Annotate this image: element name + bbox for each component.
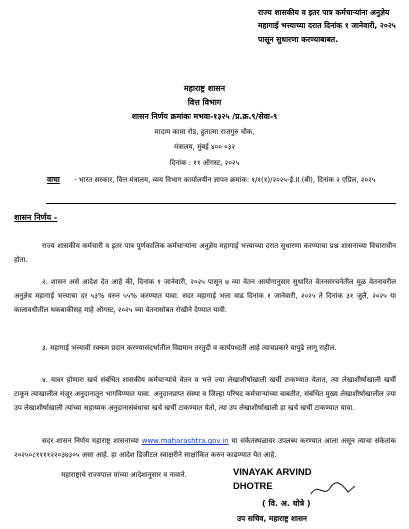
address-line-2: मंत्रालय, मुंबई ४०० ०३२ <box>173 143 236 151</box>
department-heading: वित्त विभाग <box>187 98 222 107</box>
paragraph-5-text-end: या संकेतस्थळावर उपलब्ध करण्यात आला असून त्याचा संकेतांक २०२५०८११११२२०३७३०५ असा आहे. हा आदेश डिजीटल स्वाक्षरीने साक्षांकित करुन काढण्यात येत आहे. <box>14 437 396 460</box>
signatory-initials: ( वि. अ. धोत्रे ) <box>262 499 311 508</box>
reference-label: वाचा <box>47 175 60 184</box>
divider-line <box>46 203 396 204</box>
signature-name-line-2: DHOTRE <box>233 480 273 491</box>
resolution-date: दिनांक : ११ ऑगस्ट, २०२५ <box>169 159 240 167</box>
decision-heading: शासन निर्णय - <box>14 213 58 222</box>
signatory-designation: उप सचिव, महाराष्ट्र शासन <box>237 514 308 523</box>
digital-signature-name <box>233 465 312 493</box>
closing-line: महाराष्ट्राचे राज्यपाल यांच्या आदेशानुसार व नावाने. <box>61 471 187 479</box>
handwritten-signature-mark <box>308 480 358 500</box>
paragraph-2: २. शासन असे आदेश देत आहे की, दिनांक १ जानेवारी, २०२५ पासून ७ व्या वेतन आयोगानुसार सुधारित वेतनसंरचनेतील मूळ वेतनावरील अनुज्ञेय महागाई भत्त्याचा दर ५३% वरुन ५५% करण्यात यावा. सदर महागाई भत्ता वाढ दिनांक १ जानेवारी, २०२५ ते दिनांक ३१ जुलै, २०२५ या कालावधीतील थकबाकीसह माहे ऑगस्ट, २०२५ च्या वेतनासोबत रोखीने देण्यात यावी. <box>14 278 396 315</box>
paragraph-3: ३. महागाई भत्त्यावी रक्कम प्रदान करण्यासंदर्भातील विद्यमान तरतुदी व कार्यपध्दती आहे त्याचप्रकारे यापुढे लागू राहील. <box>42 344 337 352</box>
paragraph-5-text-start: सदर शासन निर्णय महाराष्ट्र शासनाच्या <box>42 437 142 445</box>
paragraph-1: राज्य शासकीय कर्मचारी व इतर पात्र पूर्णकालिक कर्मचाऱ्यांना अनुज्ञेय महागाई भत्त्याच्या दरात सुधारणा करण्याचा प्रश्न शासनाच्या विचाराधीन होता. <box>14 242 396 265</box>
signature-name-line-1: VINAYAK ARVIND <box>233 466 312 477</box>
government-heading: महाराष्ट्र शासन <box>183 84 226 93</box>
paragraph-5 <box>14 434 396 462</box>
address-line-1: मादाम कामा रोड, हुतात्मा राजगुरु चौक, <box>154 128 255 136</box>
subject-text: राज्य शासकीय व इतर पात्र कर्मचाऱ्यांना अनुज्ञेय महागाई भत्त्याच्या दरात दिनांक १ जानेवारी, २०२५ पासून सुधारणा करण्याबाबत. <box>258 8 396 44</box>
paragraph-4: ४. यावर होणारा खर्च संबंधित शासकीय कर्मचाऱ्यांचे वेतन व भत्ते ज्या लेखाशीर्षाखाली खर्ची टाकण्यात येतात, त्या लेखाशीर्षाखाली खर्ची टाकून त्याखालील मंजूर अनुदानातून भागविण्यात यावा. अनुदानप्राप्त संस्था व जिल्हा परिषद कर्मचाऱ्यांच्या बाबतीत, संबंधित मुख्य लेखाशीर्षाखालील ज्या उप लेखाशीर्षाखाली त्यांच्या सहाय्यक अनुदानासंबंधाचा खर्च खर्ची टाकण्यात येतो, त्या उप लेखाशीर्षाखाली हा खर्च खर्ची टाकण्यात यावा. <box>14 376 396 413</box>
website-link[interactable]: www.maharashtra.gov.in <box>141 437 229 445</box>
resolution-number: शासन निर्णय क्रमांकः मभवा-१३२५ /प्र.क्र.९/सेवा-९ <box>131 112 278 121</box>
reference-text: - भारत सरकार, वित्त मंत्रालय, व्यय विभाग कार्यालयीन ज्ञापन क्रमांक: १/१(१)/२०२५-ई.II (बी), दिनांक २ एप्रिल, २०२५ <box>74 176 376 184</box>
